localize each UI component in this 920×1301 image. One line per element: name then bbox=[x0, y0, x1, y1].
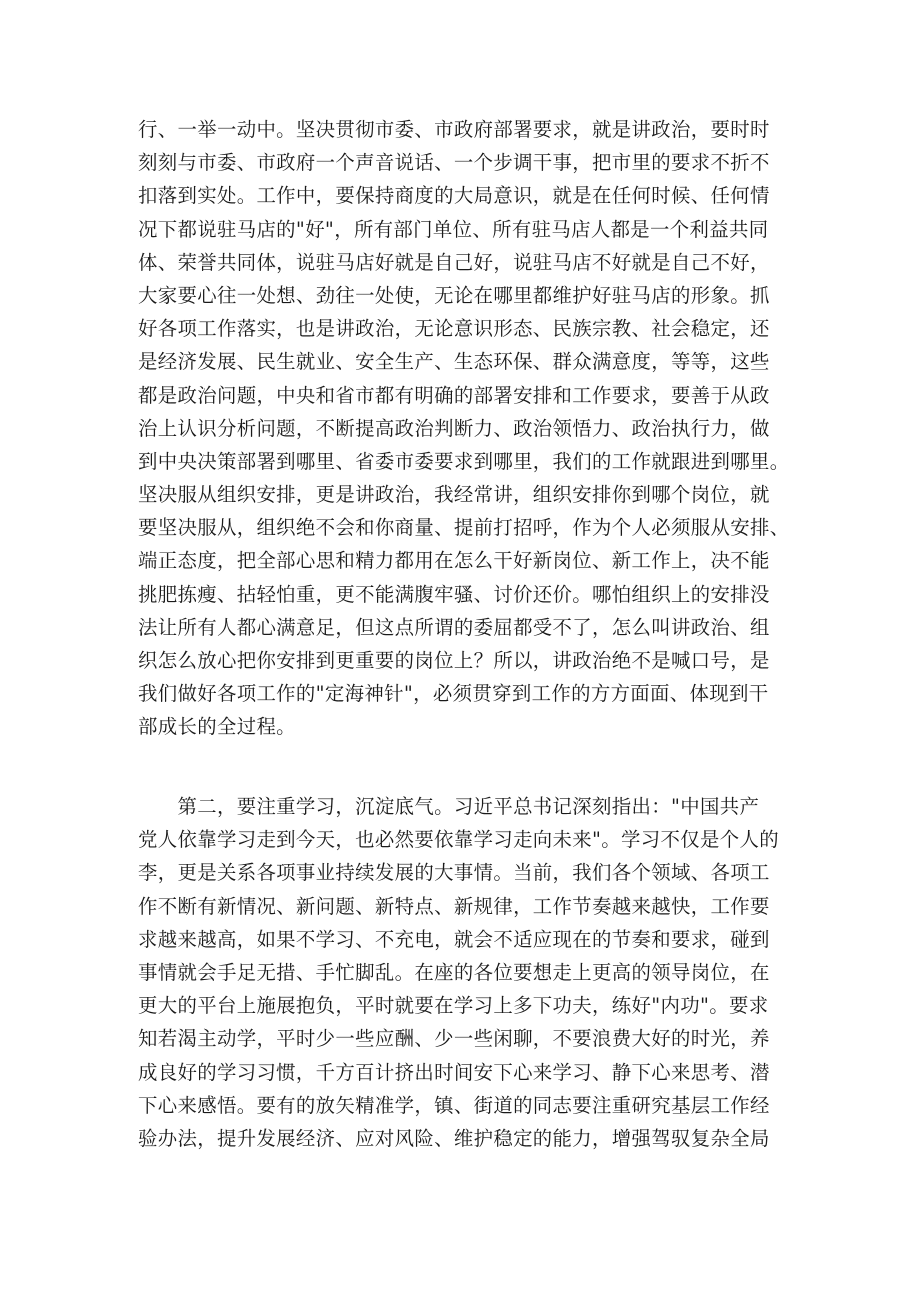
text-line: 要坚决服从，组织绝不会和你商量、提前打招呼，作为个人必须服从安排、 bbox=[138, 516, 790, 540]
text-line: 刻刻与市委、市政府一个声音说话、一个步调干事，把市里的要求不折不 bbox=[138, 151, 770, 175]
text-line: 织怎么放心把你安排到更重要的岗位上？所以，讲政治绝不是喊口号，是 bbox=[138, 649, 770, 672]
text-line: 我们做好各项工作的"定海神针"，必须贯穿到工作的方方面面、体现到干 bbox=[138, 682, 769, 706]
text-line: 验办法，提升发展经济、应对风险、维护稳定的能力，增强驾驭复杂全局 bbox=[138, 1126, 770, 1150]
text-line: 事情就会手足无措、手忙脚乱。在座的各位要想走上更高的领导岗位，在 bbox=[138, 960, 770, 984]
text-line: 到中央决策部署到哪里、省委市委要求到哪里，我们的工作就跟进到哪里。 bbox=[138, 449, 790, 473]
text-line: 扣落到实处。工作中，要保持商度的大局意识，就是在任何时候、任何情 bbox=[138, 184, 770, 208]
text-line: 行、一举一动中。坚决贯彻市委、市政府部署要求，就是讲政治，要时时 bbox=[138, 118, 770, 141]
text-line: 挑肥拣瘦、拈轻怕重，更不能满腹牢骚、讨价还价。哪怕组织上的安排没 bbox=[138, 582, 770, 606]
text-line: 治上认识分析问题，不断提高政治判断力、政治领悟力、政治执行力，做 bbox=[138, 416, 770, 440]
text-line: 端正态度，把全部心思和精力都用在怎么干好新岗位、新工作上，决不能 bbox=[138, 549, 770, 573]
paragraph-politics bbox=[138, 113, 794, 744]
text-line: 体、荣誉共同体，说驻马店好就是自己好，说驻马店不好就是自己不好， bbox=[138, 250, 770, 274]
text-line: 部成长的全过程。 bbox=[138, 715, 296, 739]
text-line: 求越来越高，如果不学习、不充电，就会不适应现在的节奏和要求，碰到 bbox=[138, 927, 770, 951]
text-line: 是经济发展、民生就业、安全生产、生态环保、群众满意度，等等，这些 bbox=[138, 350, 770, 374]
text-line: 况下都说驻马店的"好"，所有部门单位、所有驻马店人都是一个利益共同 bbox=[138, 217, 769, 241]
text-line: 第二，要注重学习，沉淀底气。习近平总书记深刻指出："中国共产 bbox=[138, 795, 760, 818]
text-line: 李，更是关系各项事业持续发展的大事情。当前，我们各个领域、各项工 bbox=[138, 861, 770, 885]
text-line: 好各项工作落实，也是讲政治，无论意识形态、民族宗教、社会稳定，还 bbox=[138, 317, 770, 341]
text-line: 下心来感悟。要有的放矢精准学，镇、街道的同志要注重研究基层工作经 bbox=[138, 1093, 770, 1117]
text-line: 法让所有人都心满意足，但这点所谓的委屈都受不了，怎么叫讲政治、组 bbox=[138, 615, 770, 639]
text-line: 大家要心往一处想、劲往一处使，无论在哪里都维护好驻马店的形象。抓 bbox=[138, 283, 770, 307]
text-line: 党人依靠学习走到今天，也必然要依靠学习走向未来"。学习不仅是个人的 bbox=[138, 828, 779, 852]
text-line: 坚决服从组织安排，更是讲政治，我经常讲，组织安排你到哪个岗位，就 bbox=[138, 483, 770, 507]
text-line: 作不断有新情况、新问题、新特点、新规律，工作节奏越来越快，工作要 bbox=[138, 894, 770, 918]
text-line: 成良好的学习习惯，千方百计挤出时间安下心来学习、静下心来思考、潜 bbox=[138, 1060, 770, 1084]
paragraph-learning bbox=[138, 790, 794, 1155]
text-line: 更大的平台上施展抱负，平时就要在学习上多下功夫，练好"内功"。要求 bbox=[138, 994, 769, 1018]
text-line: 知若渴主动学，平时少一些应酬、少一些闲聊，不要浪费大好的时光，养 bbox=[138, 1027, 770, 1051]
text-line: 都是政治问题，中央和省市都有明确的部署安排和工作要求，要善于从政 bbox=[138, 383, 770, 407]
